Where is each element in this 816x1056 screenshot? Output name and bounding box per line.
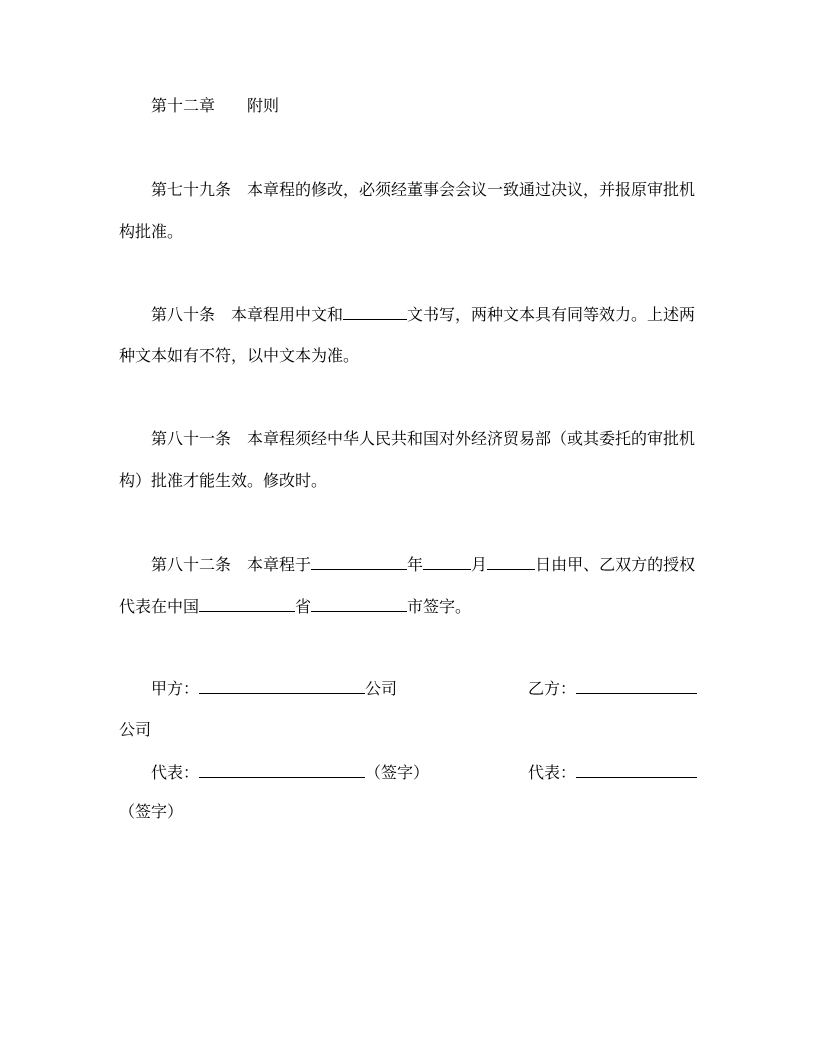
year-blank[interactable] bbox=[311, 554, 407, 570]
rep-a-line bbox=[151, 762, 429, 782]
article-81-line-2 bbox=[119, 471, 327, 491]
rep-b-label: 代表： bbox=[528, 763, 577, 782]
party-a-label: 甲方： bbox=[151, 679, 200, 698]
article-80-text-post: 文书写，两种文本具有同等效力。上述两 bbox=[407, 305, 696, 324]
article-81-number: 第八十一条 bbox=[151, 429, 232, 448]
chapter-title: 附则 bbox=[247, 96, 280, 115]
language-blank[interactable] bbox=[343, 304, 407, 320]
rep-a-label: 代表： bbox=[151, 763, 200, 782]
city-blank[interactable] bbox=[311, 596, 407, 612]
article-80-line-2 bbox=[119, 346, 359, 366]
article-79-text-1: 本章程的修改，必须经董事会会议一致通过决议，并报原审批机 bbox=[247, 180, 696, 199]
rep-b-line bbox=[528, 762, 697, 782]
month-label: 月 bbox=[471, 555, 488, 574]
month-blank[interactable] bbox=[423, 554, 471, 570]
article-81-text-1: 本章程须经中华人民共和国对外经济贸易部（或其委托的审批机 bbox=[247, 429, 696, 448]
day-blank[interactable] bbox=[487, 554, 535, 570]
article-80-text-pre: 本章程用中文和 bbox=[231, 305, 344, 324]
article-82-line-2 bbox=[119, 596, 471, 616]
article-79-text-2: 构批准。 bbox=[119, 222, 184, 241]
province-blank[interactable] bbox=[199, 596, 295, 612]
province-label: 省 bbox=[295, 597, 312, 616]
article-82-text-post: 日由甲、乙双方的授权 bbox=[535, 555, 696, 574]
year-label: 年 bbox=[407, 555, 424, 574]
chapter-number: 第十二章 bbox=[151, 96, 216, 115]
rep-b-blank[interactable] bbox=[576, 762, 697, 778]
article-79-line-2 bbox=[119, 222, 183, 242]
rep-b-suffix-line bbox=[119, 802, 183, 822]
rep-a-blank[interactable] bbox=[199, 762, 365, 778]
article-81-text-2: 构）批准才能生效。修改时。 bbox=[119, 471, 328, 490]
city-label: 市签字。 bbox=[407, 597, 472, 616]
rep-a-suffix: （签字） bbox=[365, 763, 430, 782]
party-a-line bbox=[151, 678, 397, 698]
article-79-number: 第七十九条 bbox=[151, 180, 232, 199]
party-b-suffix: 公司 bbox=[119, 720, 152, 739]
party-a-suffix: 公司 bbox=[365, 679, 398, 698]
party-a-blank[interactable] bbox=[199, 678, 365, 694]
article-82-text-pre: 本章程于 bbox=[247, 555, 312, 574]
rep-b-suffix: （签字） bbox=[119, 802, 184, 821]
chapter-heading bbox=[151, 96, 279, 116]
party-b-blank[interactable] bbox=[576, 678, 697, 694]
party-b-suffix-line bbox=[119, 720, 151, 740]
article-80-number: 第八十条 bbox=[151, 305, 216, 324]
article-80-text-2: 种文本如有不符，以中文本为准。 bbox=[119, 346, 360, 365]
article-82-number: 第八十二条 bbox=[151, 555, 232, 574]
article-80-line-1 bbox=[151, 304, 695, 324]
party-b-line bbox=[528, 678, 697, 698]
article-79-line-1 bbox=[151, 180, 695, 200]
article-82-text-2: 代表在中国 bbox=[119, 597, 200, 616]
article-82-line-1 bbox=[151, 554, 695, 574]
party-b-label: 乙方： bbox=[528, 679, 577, 698]
article-81-line-1 bbox=[151, 429, 695, 449]
